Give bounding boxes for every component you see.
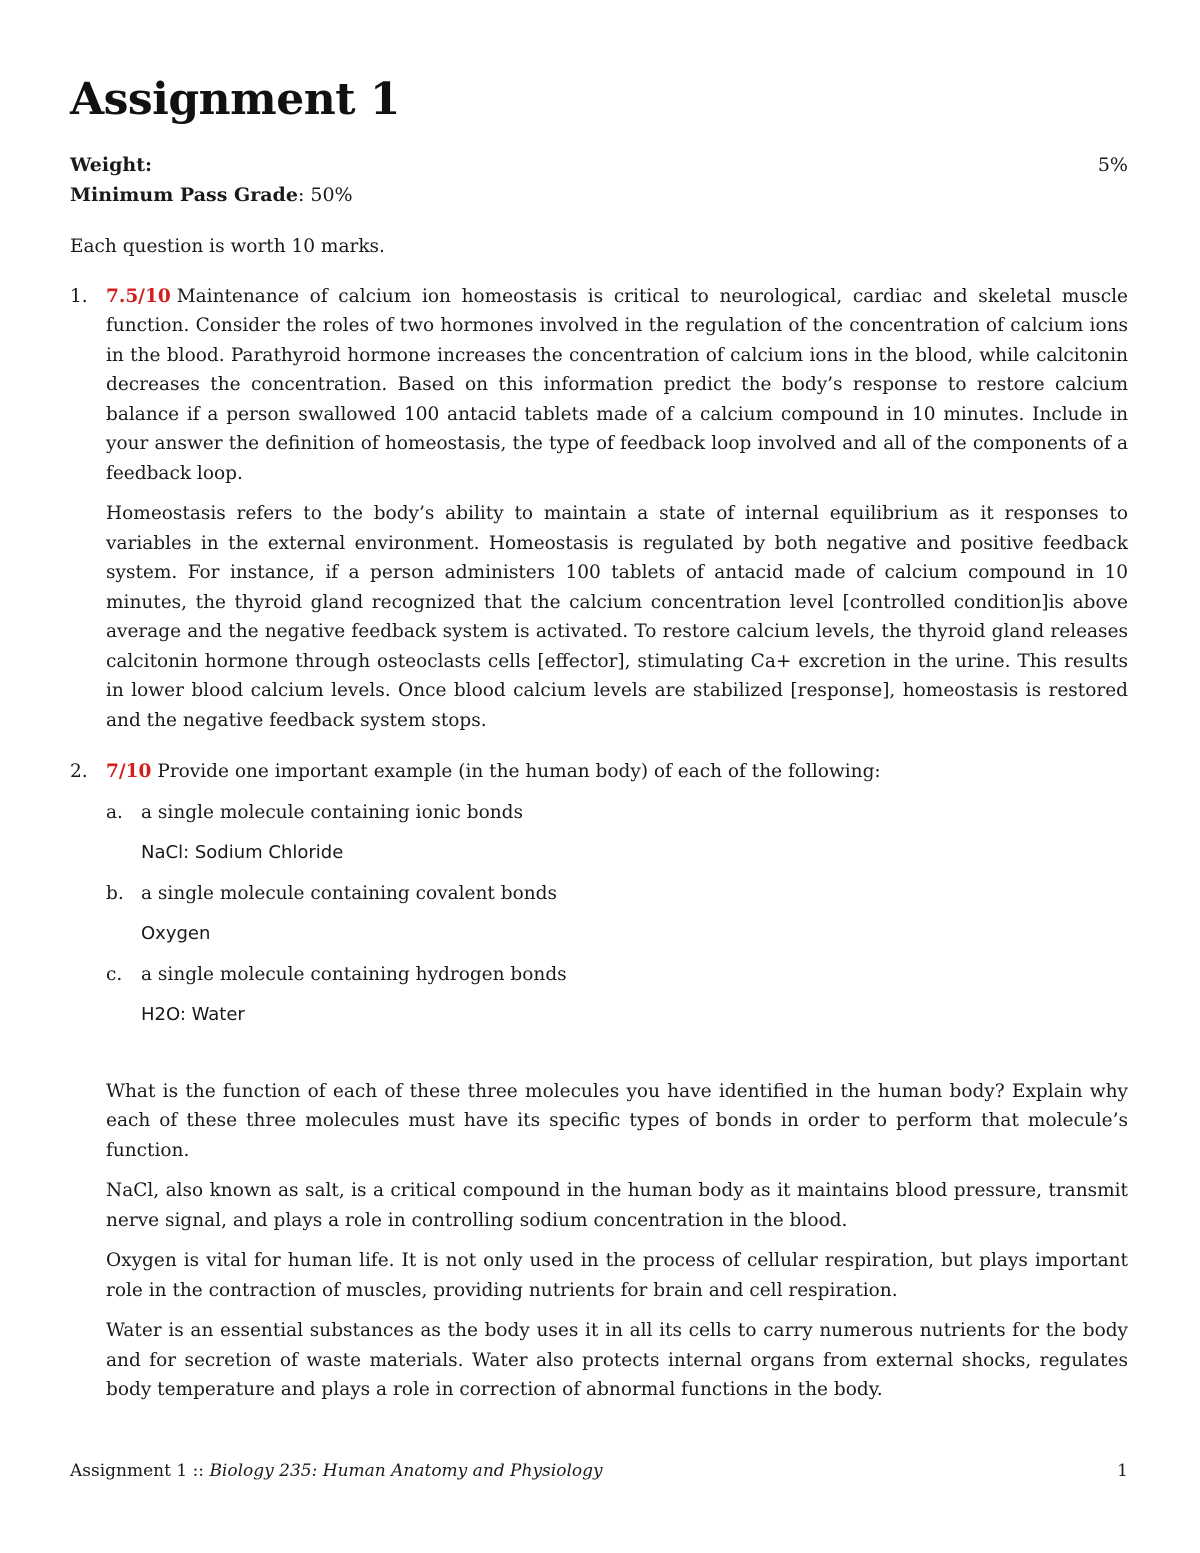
sub-question-text: a single molecule containing hydrogen bonds	[141, 963, 567, 985]
sub-question-a	[106, 798, 1128, 828]
page-number: 1	[1117, 1461, 1128, 1481]
question-number: 2.	[70, 761, 88, 782]
question-answer: Homeostasis refers to the body’s ability to maintain a state of internal equilibrium as it responses to variables in the external environment. Homeostasis is regulated by both negative and positive feedback system. For instance, if a person administers 100 tablets of antacid made of calcium compound in 10 minutes, the thyroid gland recognized that the calcium concentration level [controlled condition]is above average and the negative feedback system is activated. To restore calcium levels, the thyroid gland releases calcitonin hormone through osteoclasts cells [effector], stimulating Ca+ excretion in the urine. This results in lower blood calcium levels. Once blood calcium levels are stabilized [response], homeostasis is restored and the negative feedback system stops.	[106, 503, 1128, 731]
answer-paragraph: Water is an essential substances as the body uses it in all its cells to carry numerous nutrients for the body and for secretion of waste materials. Water also protects internal organs from external shocks, regulates body temperature and plays a role in correction of abnormal functions in the body.	[106, 1320, 1128, 1400]
question-prompt	[106, 757, 1128, 787]
sub-question-answer: Oxygen	[141, 923, 211, 944]
sub-question-answer: NaCl: Sodium Chloride	[141, 842, 344, 863]
footer-prefix: Assignment 1 ::	[70, 1461, 210, 1481]
question-grade: 7/10	[106, 761, 152, 782]
intro-text: Each question is worth 10 marks.	[70, 236, 385, 257]
footer-course: Biology 235: Human Anatomy and Physiology	[209, 1461, 603, 1481]
question-number: 1.	[70, 285, 88, 307]
weight-row	[70, 150, 1128, 180]
footer-title	[70, 1458, 603, 1484]
question-prompt	[106, 282, 1128, 489]
sub-question-text: a single molecule containing covalent bonds	[141, 882, 557, 904]
spacer	[106, 1041, 1128, 1077]
page-footer	[70, 1458, 1128, 1484]
followup-prompt: What is the function of each of these three molecules you have identified in the human body? Explain why each of these three molecules must have its specific types of bonds in order to perform that molecule’s function.	[106, 1080, 1128, 1161]
sub-question-answer: H2O: Water	[141, 1004, 245, 1025]
question-2	[70, 757, 1128, 1405]
answer-paragraph: Oxygen is vital for human life. It is not only used in the process of cellular respiration, but plays important role in the contraction of muscles, providing nutrients for brain and cell respiration.	[106, 1250, 1128, 1301]
min-pass-label: Minimum Pass Grade	[70, 184, 298, 206]
question-grade: 7.5/10	[106, 285, 171, 307]
question-prompt-text: Provide one important example (in the human body) of each of the following:	[157, 761, 881, 782]
weight-label: Weight:	[70, 154, 152, 176]
answer-paragraph: NaCl, also known as salt, is a critical compound in the human body as it maintains blood pressure, transmit nerve signal, and plays a role in controlling sodium concentration in the blood.	[106, 1180, 1128, 1231]
sub-question-text: a single molecule containing ionic bonds	[141, 801, 524, 823]
min-pass-value: : 50%	[297, 184, 353, 206]
assignment-meta	[70, 150, 1128, 210]
page-title: Assignment 1	[70, 74, 400, 125]
weight-value: 5%	[1097, 154, 1128, 176]
question-prompt-text: Maintenance of calcium ion homeostasis is critical to neurological, cardiac and skeletal muscle function. Consider the roles of two hormones involved in the regulation of the concentration of calcium ions in the blood. Parathyroid hormone increases the concentration of calcium ions in the blood, while calcitonin decreases the concentration. Based on this information predict the body’s response to restore calcium balance if a person swallowed 100 antacid tablets made of a calcium compound in 10 minutes. Include in your answer the definition of homeostasis, the type of feedback loop involved and all of the components of a feedback loop.	[106, 285, 1128, 484]
min-pass-row	[70, 180, 1128, 210]
question-1	[70, 282, 1128, 736]
document-page	[70, 0, 1128, 1553]
sub-question-letter: c.	[106, 963, 123, 985]
sub-question-c	[106, 960, 1128, 990]
assignment-content	[70, 232, 1128, 1416]
sub-question-letter: b.	[106, 882, 124, 904]
sub-question-letter: a.	[106, 801, 123, 823]
sub-question-b	[106, 879, 1128, 909]
